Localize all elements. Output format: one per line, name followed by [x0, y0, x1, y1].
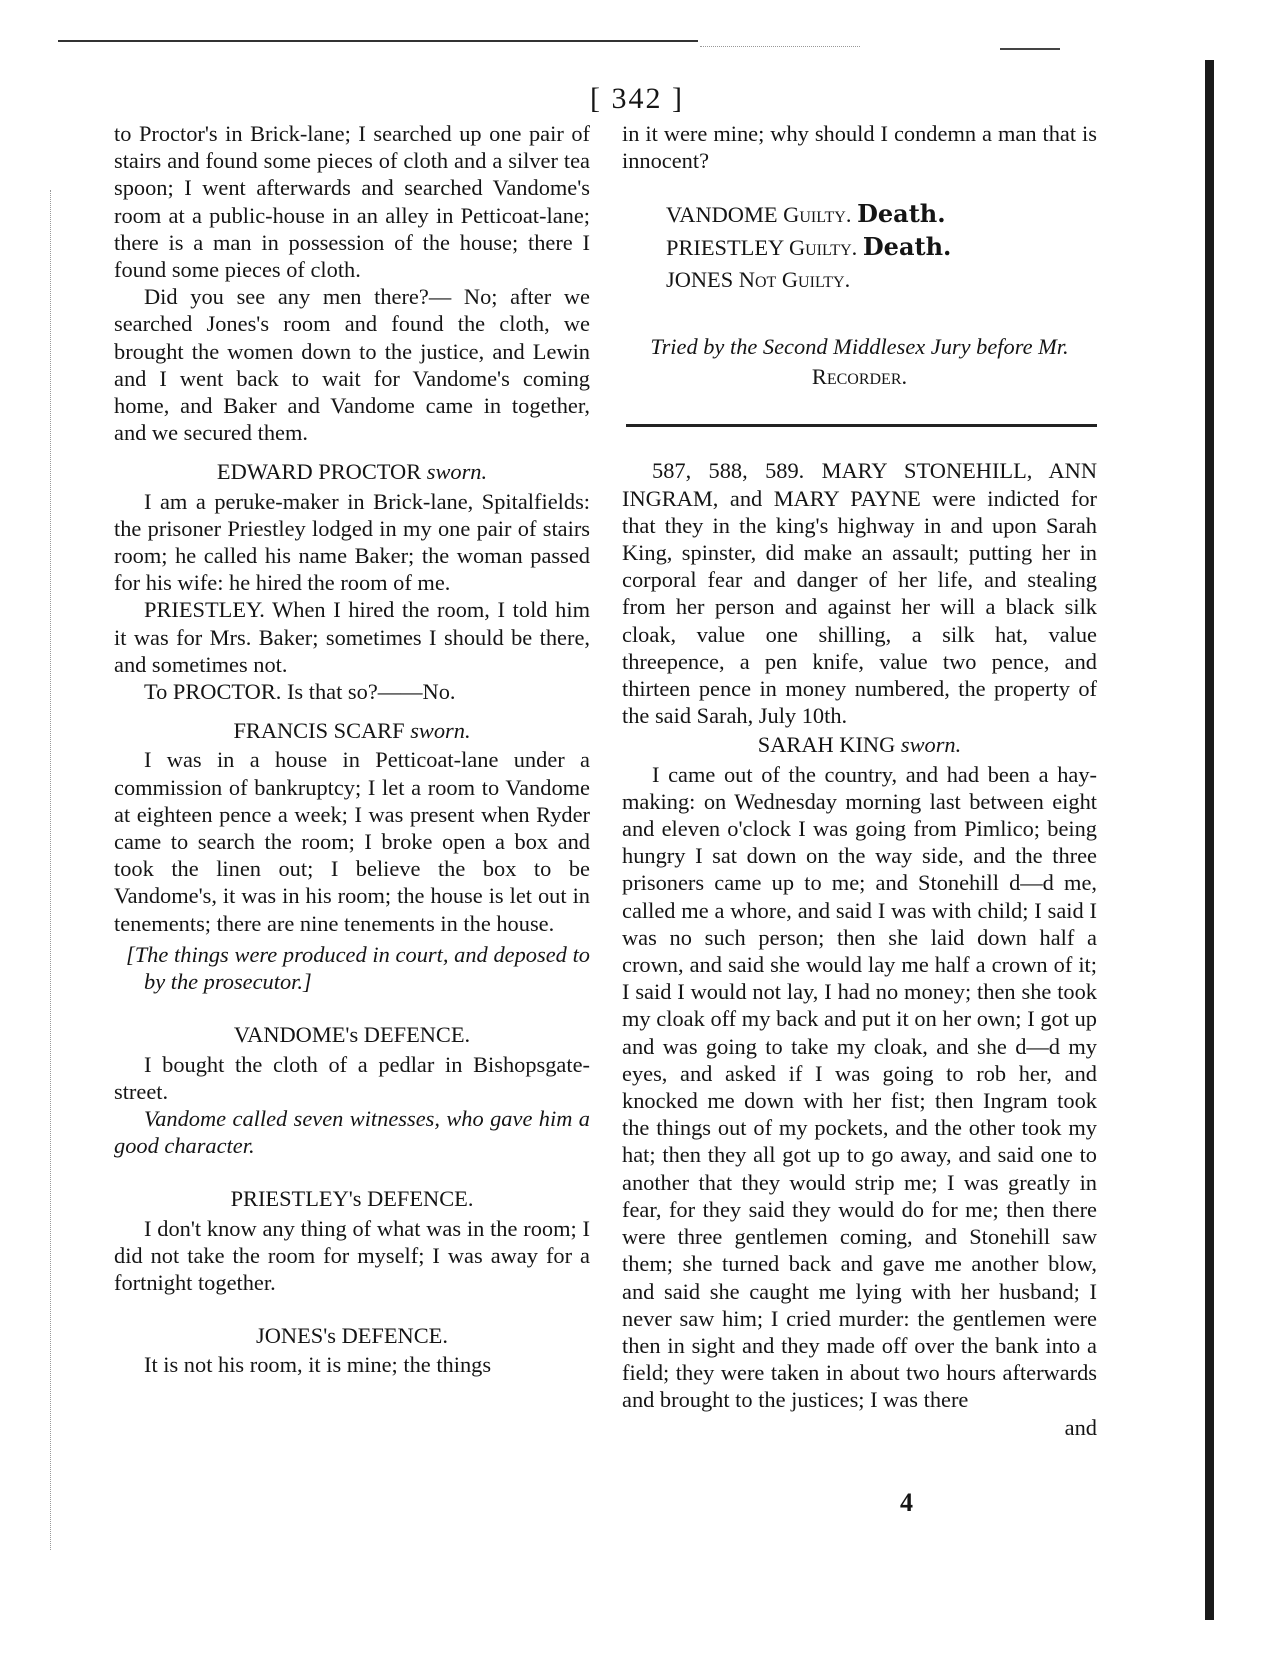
- verdict: Guilty.: [788, 235, 858, 261]
- witness-name: FRANCIS SCARF: [233, 718, 405, 744]
- defendant-name: VANDOME: [666, 202, 778, 228]
- signature-mark: 4: [900, 1488, 913, 1517]
- verdict: Not Guilty.: [738, 267, 851, 293]
- defence-heading: VANDOME's DEFENCE.: [233, 1022, 471, 1048]
- defendant-name: PRIESTLEY: [666, 235, 784, 261]
- jury-note: [622, 332, 1097, 392]
- catchword: and: [1064, 1414, 1097, 1440]
- paragraph: in it were mine; why should I condemn a man that is innocent?: [622, 121, 1097, 174]
- verdict-line: [666, 264, 1097, 296]
- sworn-label: sworn.: [410, 718, 471, 744]
- page-binding-edge: [1205, 60, 1214, 1620]
- paragraph: Vandome called seven witnesses, who gave him a good character.: [114, 1105, 590, 1159]
- witness-heading: [114, 458, 590, 485]
- left-margin-specks: [50, 190, 53, 1550]
- paragraph: To PROCTOR. Is that so?——No.: [144, 679, 456, 705]
- top-border-line: [58, 40, 698, 42]
- verdict-line: [666, 198, 1097, 231]
- sworn-label: sworn.: [426, 459, 488, 485]
- paragraph: I don't know any thing of what was in the room; I did not take the room for myself; I was away for a fortnight together.: [114, 1215, 590, 1295]
- top-border-dash: [1000, 48, 1060, 50]
- section-divider: [626, 424, 1097, 427]
- witness-heading: [114, 717, 590, 744]
- verdict-line: [666, 231, 1097, 264]
- paragraph: I am a peruke-maker in Brick-lane, Spitalfields: the prisoner Priestley lodged in my one pair of stairs room; he called his name Baker; the woman passed for his wife: he hired the room of me.: [114, 488, 590, 596]
- defence-heading: PRIESTLEY's DEFENCE.: [230, 1186, 474, 1212]
- witness-name: SARAH KING: [757, 732, 896, 758]
- paragraph: It is not his room, it is mine; the things: [144, 1352, 492, 1378]
- right-column: [622, 120, 1097, 1441]
- jury-text: Tried by the Second Middlesex Jury before Mr.: [650, 334, 1069, 360]
- defence-heading: JONES's DEFENCE.: [256, 1323, 448, 1349]
- witness-heading: [622, 731, 1097, 758]
- paragraph: PRIESTLEY. When I hired the room, I told him it was for Mrs. Baker; sometimes I should be there, and sometimes not.: [114, 597, 590, 677]
- defendant-name: JONES: [666, 267, 734, 293]
- left-column: [114, 120, 590, 1379]
- sentence: Death.: [862, 232, 952, 262]
- paragraph: I came out of the country, and had been a hay-making: on Wednesday morning last between eight and eleven o'clock I was going from Pimlico; being hungry I sat down on the way side, and the three prisoners came up to me; and Stonehill d—d me, called me a whore, and said I was with child; I said I was no such person; then she laid down half a crown, and said she would lay me half a crown of it; I said I would not lay, I had no money; then she took my cloak off my back and put it on her own; I got up and was going to take my cloak, and she d—d my eyes, and asked if I was going to rob her, and knocked me down with her fist; then Ingram took the things out of my pockets, and the other took my hat; then they all got up to go away, and said one to another that they would strip me; I was greatly in fear, for they said they would do for me; then there were three gentlemen coming, and Stonehill saw them; she turned back and gave me another blow, and said she caught me lying with her husband; I never saw him; I cried murder: the gentlemen were then in sight and they made off over the bank into a field; they were taken in about two hours afterwards and brought to the justices; I was there: [622, 761, 1097, 1413]
- court-note: [The things were produced in court, and deposed to by the prosecutor.]: [126, 941, 590, 995]
- paragraph: to Proctor's in Brick-lane; I searched up one pair of stairs and found some pieces of cloth and a silver tea spoon; I went afterwards and searched Vandome's room at a public-house in an alley in Petticoat-lane; there is a man in possession of the house; there I found some pieces of cloth.: [114, 121, 590, 283]
- indictment-paragraph: 587, 588, 589. MARY STONEHILL, ANN INGRAM, and MARY PAYNE were indicted for that they in the king's highway in and upon Sarah King, spinster, did make an assault; putting her in corporal fear and danger of her life, and stealing from her person and against her will a black silk cloak, value one shilling, a silk hat, value threepence, a pen knife, value two pence, and thirteen pence in money numbered, the property of the said Sarah, July 10th.: [622, 458, 1097, 729]
- sentence: Death.: [857, 199, 946, 229]
- page-number: [ 342 ]: [590, 82, 684, 115]
- paragraph: I was in a house in Petticoat-lane under a commission of bankruptcy; I let a room to Vandome at eighteen pence a week; I was present when Ryder came to search the room; I broke open a box and took the linen out; I believe the box to be Vandome's, it was in his room; the house is let out in tenements; there are nine tenements in the house.: [114, 747, 590, 936]
- top-border-faint: [700, 46, 860, 47]
- paragraph: Did you see any men there?— No; after we searched Jones's room and found the cloth, we brought the women down to the justice, and Lewin and I went back to wait for Vandome's coming home, and Baker and Vandome came in together, and we secured them.: [114, 284, 590, 446]
- verdict-list: [622, 198, 1097, 296]
- verdict: Guilty.: [783, 202, 852, 228]
- paragraph: I bought the cloth of a pedlar in Bishopsgate-street.: [114, 1051, 590, 1104]
- recorder-label: Recorder.: [811, 364, 908, 390]
- witness-name: EDWARD PROCTOR: [216, 459, 422, 485]
- sworn-label: sworn.: [900, 732, 962, 758]
